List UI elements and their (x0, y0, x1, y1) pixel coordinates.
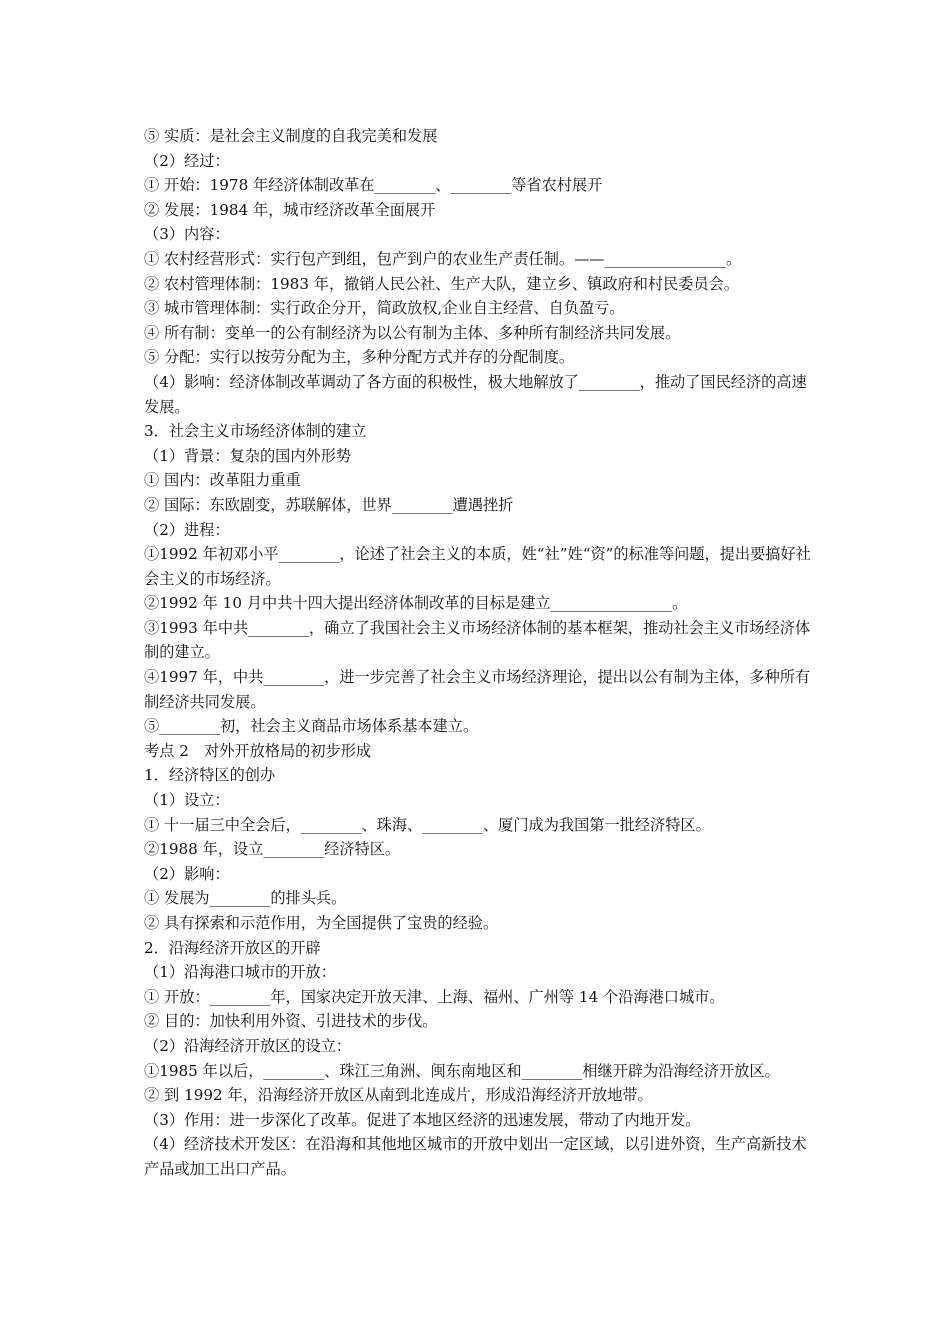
text-paragraph: ③1993 年中共________，确立了我国社会主义市场经济体制的基本框架，推动社会主义市场经济体制的建立。 (144, 618, 811, 662)
text-paragraph: ④1997 年，中共________，进一步完善了社会主义市场经济理论，提出以公有制为主体，多种所有制经济共同发展。 (144, 668, 811, 711)
text-paragraph: ①1992 年初邓小平________，论述了社会主义的本质，姓“社”姓“资”的标准等问题，提出要搞好社会主义的市场经济。 (144, 545, 811, 588)
exam-point-heading: 考点 2 对外开放格局的初步形成 (144, 741, 372, 760)
text-paragraph: ①1985 年以后，________、珠江三角洲、闽东南地区和________相继开辟为沿海经济开放区。 (144, 1061, 780, 1080)
text-line: ②1992 年 10 月中共十四大提出经济体制改革的目标是建立________________。 (144, 594, 688, 613)
text-line: ② 农村管理体制：1983 年，撤销人民公社、生产大队，建立乡、镇政府和村民委员会。 (144, 274, 740, 293)
text-paragraph: （4）影响：经济体制改革调动了各方面的积极性，极大地解放了________，推动了国民经济的高速发展。 (144, 372, 807, 416)
text-line: ③ 城市管理体制：实行政企分开，简政放权,企业自主经营、自负盈亏。 (144, 299, 625, 318)
text-line: ① 发展为________的排头兵。 (144, 889, 347, 908)
text-line: ② 国际：东欧剧变，苏联解体，世界________遭遇挫折 (144, 495, 514, 514)
text-line: ⑤ 实质：是社会主义制度的自我完美和发展 (144, 127, 438, 145)
text-line: ① 国内：改革阻力重重 (144, 471, 301, 490)
topic-heading: 1．经济特区的创办 (144, 766, 276, 785)
text-line: ② 目的：加快利用外资、引进技术的步伐。 (144, 1012, 438, 1031)
section-heading: （1）设立： (144, 791, 230, 810)
section-heading: （3）内容： (144, 225, 230, 244)
document-page (144, 124, 812, 1182)
section-heading: （2）影响： (144, 864, 230, 883)
text-line: ① 开放：________年，国家决定开放天津、上海、福州、广州等 14 个沿海港口城市。 (144, 987, 725, 1006)
text-line: ② 具有探索和示范作用，为全国提供了宝贵的经验。 (144, 914, 499, 932)
text-line: ① 农村经营形式：实行包产到组，包产到户的农业生产责任制。——________________。 (144, 249, 742, 268)
text-line: ④ 所有制：变单一的公有制经济为以公有制为主体、多种所有制经济共同发展。 (144, 323, 681, 342)
section-heading: （1）沿海港口城市的开放： (144, 963, 336, 982)
text-line: ① 开始：1978 年经济体制改革在________、________等省农村展开 (144, 176, 603, 195)
section-heading: （1）背景：复杂的国内外形势 (144, 446, 352, 465)
text-line: ① 十一届三中全会后，________、珠海、________、厦门成为我国第一批经济特区。 (144, 815, 711, 834)
text-line: ⑤________初，社会主义商品市场体系基本建立。 (144, 717, 479, 736)
text-paragraph: （4）经济技术开发区：在沿海和其他地区城市的开放中划出一定区域，以引进外资，生产高新技术产品或加工出口产品。 (144, 1135, 807, 1178)
text-line: ②1988 年，设立________经济特区。 (144, 840, 401, 859)
text-line: ② 到 1992 年，沿海经济开放区从南到北连成片，形成沿海经济开放地带。 (144, 1086, 653, 1105)
topic-heading: 3．社会主义市场经济体制的建立 (144, 422, 367, 441)
text-line: ② 发展：1984 年，城市经济改革全面展开 (144, 200, 436, 219)
text-line: ⑤ 分配：实行以按劳分配为主，多种分配方式并存的分配制度。 (144, 348, 575, 367)
topic-heading: 2．沿海经济开放区的开辟 (144, 938, 321, 957)
section-heading: （2）沿海经济开放区的设立： (144, 1036, 352, 1055)
text-line: （3）作用：进一步深化了改革。促进了本地区经济的迅速发展，带动了内地开发。 (144, 1110, 701, 1129)
section-heading: （2）进程： (144, 520, 230, 539)
section-heading: （2）经过： (144, 151, 230, 170)
